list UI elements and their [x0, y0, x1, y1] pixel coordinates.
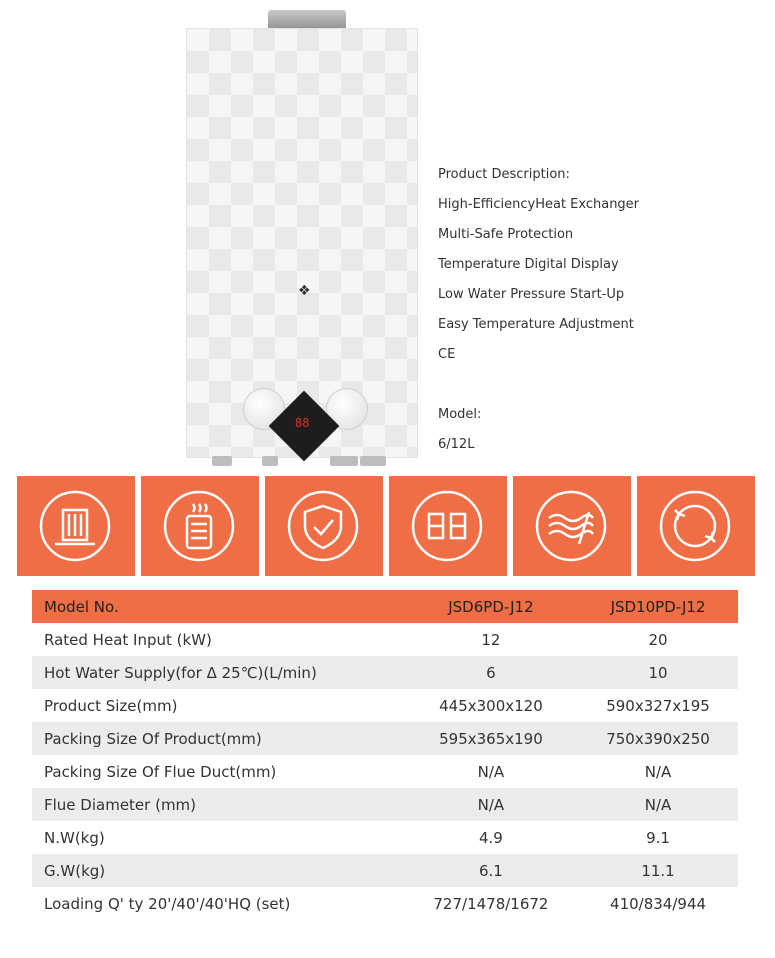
- table-row: [32, 854, 738, 887]
- spec-table: [32, 590, 738, 920]
- header-cell: JSD10PD-J12: [578, 590, 738, 623]
- cell-value: 11.1: [578, 854, 738, 887]
- heating-coil-icon: [141, 476, 259, 576]
- row-label: Rated Heat Input (kW): [44, 630, 212, 649]
- cell-value: 6: [404, 656, 578, 689]
- cell-value: 595x365x190: [404, 722, 578, 755]
- pipe-connector: [262, 456, 278, 466]
- row-label: N.W(kg): [44, 828, 105, 847]
- heat-exchanger-icon: [17, 476, 135, 576]
- table-row: [32, 656, 738, 689]
- feature-item: Low Water Pressure Start-Up: [438, 287, 625, 302]
- row-label: Flue Diameter (mm): [32, 788, 404, 821]
- pipe-connector: [360, 456, 386, 466]
- cell-value: N/A: [578, 788, 738, 821]
- row-label: Hot Water Supply(for Δ 25℃)(L/min): [32, 656, 404, 689]
- feature-item: High-EfficiencyHeat Exchanger: [438, 197, 640, 212]
- cell-value: 4.9: [479, 828, 503, 847]
- feature-item: Multi-Safe Protection: [438, 227, 574, 242]
- cell-value: 410/834/944: [610, 894, 707, 913]
- table-row: [32, 821, 738, 854]
- table-row: [32, 755, 738, 788]
- display-reading: 88: [295, 416, 310, 430]
- cell-value: 727/1478/1672: [433, 894, 549, 913]
- product-description: [438, 165, 639, 465]
- cell-value: N/A: [477, 762, 505, 781]
- cell-value: 590x327x195: [606, 696, 710, 715]
- table-header-row: [32, 590, 738, 623]
- table-row: [32, 722, 738, 755]
- table-row: [32, 887, 738, 920]
- cell-value: 9.1: [646, 828, 670, 847]
- water-pressure-icon: [513, 476, 631, 576]
- cell-value: 12: [481, 630, 501, 649]
- description-title: Product Description:: [438, 167, 570, 182]
- temperature-adjust-icon: [637, 476, 755, 576]
- model-value: 6/12L: [438, 437, 475, 452]
- safety-shield-icon: [265, 476, 383, 576]
- cell-value: N/A: [644, 762, 672, 781]
- table-row: [32, 689, 738, 722]
- cell-value: N/A: [404, 788, 578, 821]
- cell-value: 20: [648, 630, 668, 649]
- feature-item: CE: [438, 347, 456, 362]
- header-cell: JSD6PD-J12: [404, 590, 578, 623]
- table-row: [32, 623, 738, 656]
- row-label: Packing Size Of Flue Duct(mm): [44, 762, 277, 781]
- cell-value: 750x390x250: [578, 722, 738, 755]
- brand-logo-icon: ❖: [298, 283, 311, 299]
- feature-item: Temperature Digital Display: [438, 257, 619, 272]
- header-cell: Model No.: [32, 590, 404, 623]
- pipe-connector: [212, 456, 232, 466]
- model-label: Model:: [438, 407, 482, 422]
- row-label: Loading Q' ty 20'/40'/40'HQ (set): [44, 894, 291, 913]
- row-label: Product Size(mm): [44, 696, 178, 715]
- digital-display-icon: [389, 476, 507, 576]
- feature-icon-strip: [17, 476, 758, 576]
- feature-item: Easy Temperature Adjustment: [438, 317, 634, 332]
- cell-value: 6.1: [404, 854, 578, 887]
- cell-value: 10: [578, 656, 738, 689]
- row-label: Packing Size Of Product(mm): [32, 722, 404, 755]
- table-row: [32, 788, 738, 821]
- cell-value: 445x300x120: [439, 696, 543, 715]
- row-label: G.W(kg): [32, 854, 404, 887]
- pipe-connector: [330, 456, 358, 466]
